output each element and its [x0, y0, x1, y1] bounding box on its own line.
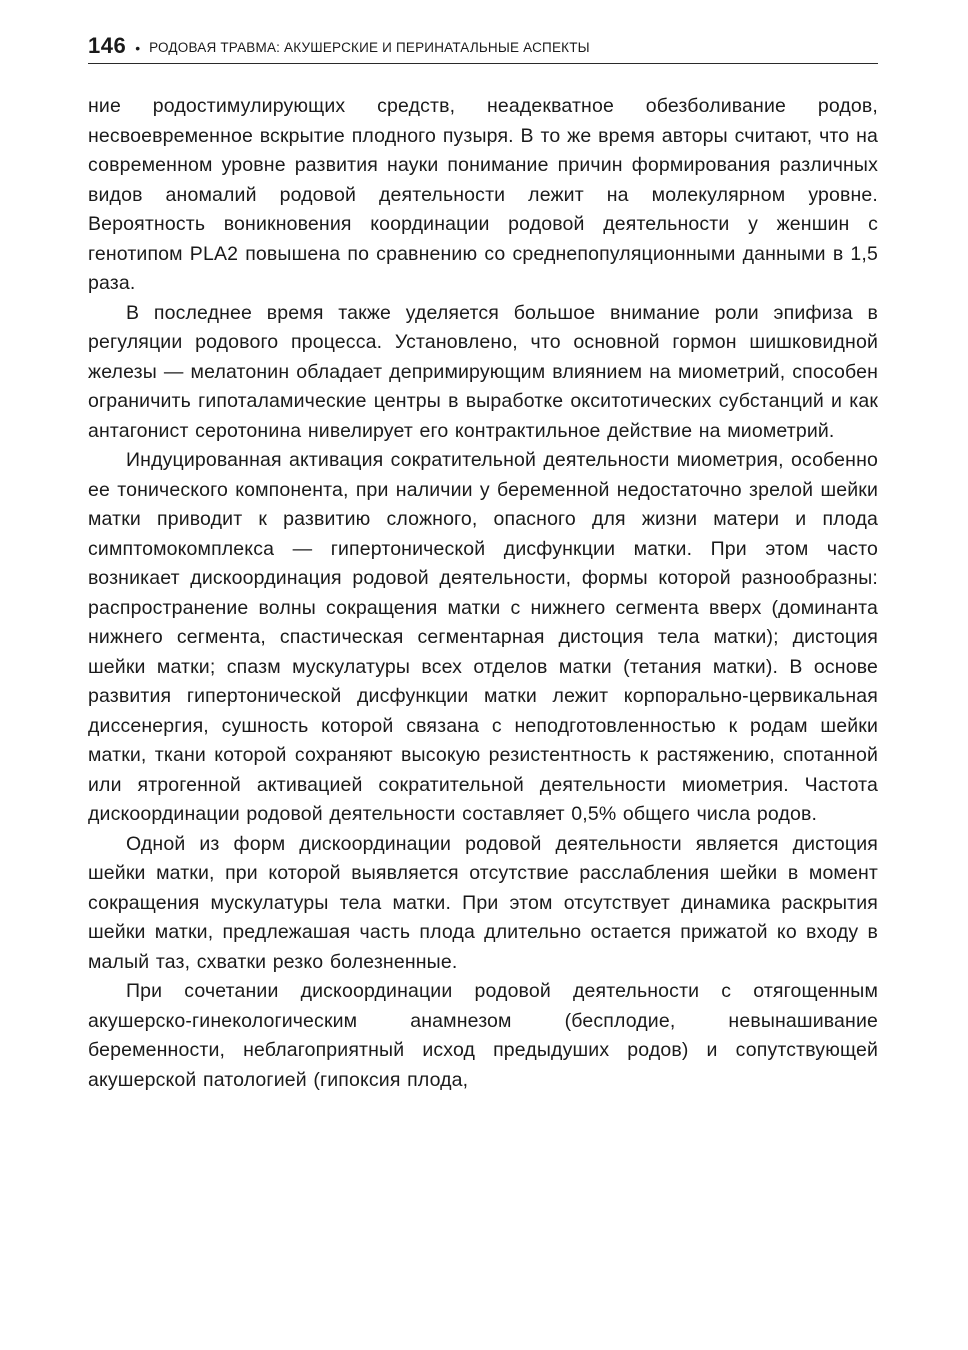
- paragraph-1: ние родостимулирующих средств, неадекватное обезболивание родов, несвоевременное вскрытие плодного пузыря. В то же время авторы считают, что на современном уровне развития науки понимание причин формирования различных видов аномалий родовой деятельности лежит на молекулярном уровне. Вероятность воникновения координации родовой деятельности у женшин с генотипом PLA2 повышена по сравнению со среднепопуляционными данными в 1,5 раза.: [88, 95, 878, 294]
- paragraph-5: При сочетании дискоординации родовой деятельности с отягощенным акушерско-гинекологическим анамнезом (бесплодие, невынашивание беременности, неблагоприятный исход предыдуших родов) и сопутствующей акушерской патологией (гипоксия плода,: [88, 980, 878, 1091]
- page-number: 146: [88, 33, 127, 58]
- running-title: РОДОВАЯ ТРАВМА: АКУШЕРСКИЕ И ПЕРИНАТАЛЬНЫЕ АСПЕКТЫ: [149, 40, 590, 55]
- paragraph-4: Одной из форм дискоординации родовой деятельности является дистоция шейки матки, при которой выявляется отсутствие расслабления шейки в момент сокращения мускулатуры тела матки. При этом отсутствует динамика раскрытия шейки матки, предлежашая часть плода длительно остается прижатой ко входу в малый таз, схватки резко болезненные.: [88, 832, 878, 973]
- paragraph-3: Индуцированная активация сократительной деятельности миометрия, особенно ее тонического компонента, при наличии у беременной недостаточно зрелой шейки матки приводит к развитию сложного, опасного для жизни матери и плода симптомокомплекса — гипертонической дисфункции матки. При этом часто возникает дискоординация родовой деятельности, формы которой разнообразны: распространение волны сокращения матки с нижнего сегмента вверх (доминанта нижнего сегмента, спастическая сегментарная дистоция тела матки); дистоция шейки матки; спазм мускулатуры всех отделов матки (тетания матки). В основе развития гипертонической дисфункции матки лежит корпорально-цервикальная диссенергия, сушность которой связана с неподготовленностью к родам шейки матки, ткани которой сохраняют высокую резистентность к растяжению, спотанной или ятрогенной активацией сократительной деятельности миометрия. Частота дискоординации родовой деятельности составляет 0,5% общего числа родов.: [88, 449, 878, 825]
- header-bullet: •: [135, 40, 141, 56]
- body-text: [88, 92, 878, 1095]
- paragraph-2: В последнее время также уделяется большое внимание роли эпифиза в регуляции родового процесса. Установлено, что основной гормон шишковидной железы — мелатонин обладает депримирующим влиянием на миометрий, способен ограничить гипоталамические центры в выработке окситотических субстанций и как антагонист серотонина нивелирует его контрактильное действие на миометрий.: [88, 301, 878, 442]
- running-header: [88, 30, 878, 64]
